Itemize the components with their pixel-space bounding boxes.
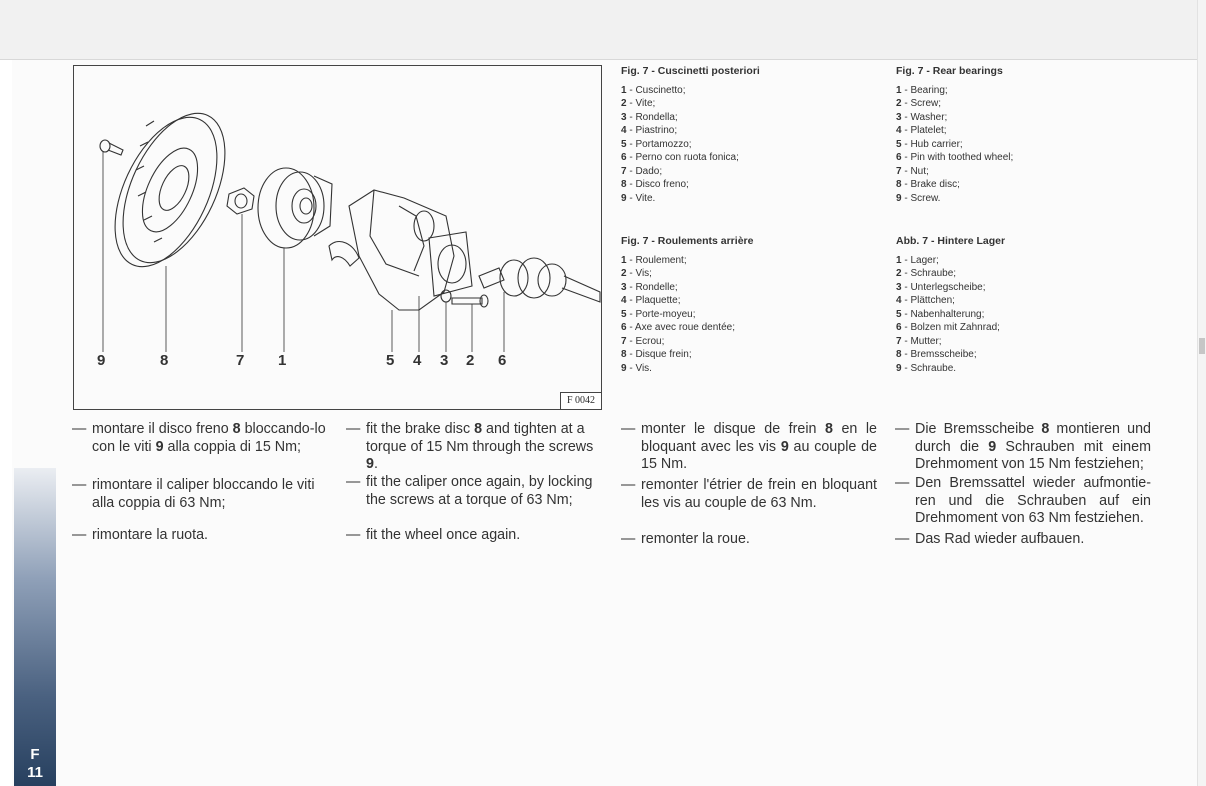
- legend-title: Fig. 7 - Rear bearings: [896, 65, 1003, 77]
- callout-label: 5: [386, 352, 395, 369]
- instruction-paragraph: — rimontare la ruota.: [72, 527, 209, 543]
- legend-item: 4 - Platelet;: [896, 125, 947, 136]
- callout-label: 6: [498, 352, 507, 369]
- text-column-french: [621, 421, 877, 549]
- legend-item: 5 - Portamozzo;: [621, 138, 692, 150]
- instruction-paragraph: — Den Bremssattel wieder aufmontie-ren und die Schrauben auf ein Drehmoment von 63 Nm festziehen.: [895, 475, 1151, 526]
- text-column-german: [895, 421, 1151, 549]
- legend-item: 3 - Unterlegscheibe;: [896, 281, 986, 293]
- instruction-paragraph: — remonter l'étrier de frein en bloquant les vis au couple de 63 Nm.: [621, 477, 877, 511]
- legend-item: 4 - Piastrino;: [621, 125, 678, 136]
- legend-item: 2 - Screw;: [896, 98, 942, 109]
- legend-title: Fig. 7 - Cuscinetti posteriori: [621, 65, 760, 77]
- instruction-paragraph: — fit the wheel once again.: [346, 527, 521, 543]
- legend-item: 4 - Plättchen;: [896, 295, 955, 306]
- legend-item: 1 - Bearing;: [896, 84, 948, 96]
- hub-carrier-part: [329, 190, 454, 310]
- legend-title: Fig. 7 - Roulements arrière: [621, 235, 754, 247]
- brake-assembly-drawing: [74, 66, 601, 409]
- callout-label: 7: [236, 352, 245, 369]
- legend-item: 4 - Plaquette;: [621, 295, 681, 306]
- screw-part: [100, 140, 123, 155]
- pin-toothed-wheel-part: [479, 258, 600, 302]
- legend-item: 2 - Vis;: [621, 268, 652, 279]
- platelet-part: [429, 232, 472, 296]
- callout-label: 1: [278, 352, 287, 369]
- legend-english: [896, 65, 1136, 205]
- section-letter: F: [30, 746, 40, 763]
- legend-item: 6 - Axe avec roue dentée;: [621, 322, 735, 333]
- legend-item: 7 - Mutter;: [896, 335, 942, 347]
- legend-item: 1 - Lager;: [896, 254, 939, 266]
- legend-item: 2 - Schraube;: [896, 268, 957, 279]
- instruction-paragraph: — remonter la roue.: [621, 531, 750, 547]
- legend-item: 3 - Rondella;: [621, 111, 678, 123]
- figure-code: F 0042: [560, 392, 602, 410]
- legend-item: 6 - Perno con ruota fonica;: [621, 152, 739, 163]
- legend-item: 7 - Dado;: [621, 165, 663, 177]
- brake-disc-part: [94, 98, 246, 283]
- legend-italian: [621, 65, 861, 205]
- legend-item: 9 - Vite.: [621, 192, 656, 204]
- callout-label: 2: [466, 352, 475, 369]
- instruction-paragraph: — montare il disco freno 8 bloccando-lo con le viti 9 alla coppia di 15 Nm;: [72, 421, 326, 455]
- text-column-english: [346, 421, 608, 545]
- text-column-italian: [72, 421, 334, 545]
- legend-title: Abb. 7 - Hintere Lager: [896, 235, 1006, 247]
- vertical-scrollbar[interactable]: [1197, 0, 1206, 786]
- callout-label: 3: [440, 352, 449, 369]
- legend-item: 6 - Pin with toothed wheel;: [896, 152, 1014, 163]
- washer-part: [441, 290, 451, 302]
- callout-label: 9: [97, 352, 106, 369]
- bolt-part: [452, 295, 488, 307]
- legend-french: [621, 235, 861, 375]
- legend-item: 2 - Vite;: [621, 98, 656, 109]
- legend-item: 5 - Nabenhalterung;: [896, 308, 985, 320]
- nut-part: [227, 188, 254, 214]
- legend-item: 8 - Disco freno;: [621, 179, 689, 190]
- exploded-view-figure: [73, 65, 602, 410]
- bearing-part: [258, 168, 332, 248]
- legend-item: 8 - Bremsscheibe;: [896, 349, 977, 360]
- instruction-paragraph: — Die Bremsscheibe 8 montieren und durch die 9 Schrauben mit einem Drehmoment von 15 Nm festziehen;: [895, 421, 1151, 472]
- legend-item: 8 - Brake disc;: [896, 179, 960, 190]
- viewer-toolbar: [0, 0, 1206, 60]
- scrollbar-thumb[interactable]: [1199, 338, 1205, 354]
- section-tab: [14, 468, 56, 786]
- legend-item: 6 - Bolzen mit Zahnrad;: [896, 322, 1000, 333]
- legend-item: 7 - Nut;: [896, 165, 929, 177]
- legend-item: 1 - Cuscinetto;: [621, 84, 686, 96]
- instruction-paragraph: — monter le disque de frein 8 en le bloquant avec les vis 9 au couple de 15 Nm.: [621, 421, 877, 472]
- legend-german: [896, 235, 1136, 375]
- legend-item: 5 - Porte-moyeu;: [621, 308, 696, 320]
- instruction-paragraph: — Das Rad wieder aufbauen.: [895, 531, 1085, 547]
- callout-label: 4: [413, 352, 422, 369]
- legend-item: 7 - Ecrou;: [621, 335, 665, 347]
- legend-item: 5 - Hub carrier;: [896, 138, 963, 150]
- legend-item: 3 - Rondelle;: [621, 281, 678, 293]
- instruction-paragraph: — rimontare il caliper bloccando le viti alla coppia di 63 Nm;: [72, 477, 315, 511]
- legend-item: 3 - Washer;: [896, 111, 948, 123]
- callout-label: 8: [160, 352, 169, 369]
- legend-item: 1 - Roulement;: [621, 254, 687, 266]
- page-number: 11: [27, 764, 43, 781]
- instruction-paragraph: — fit the caliper once again, by locking the screws at a torque of 63 Nm;: [346, 474, 593, 508]
- legend-item: 8 - Disque frein;: [621, 349, 692, 360]
- legend-item: 9 - Screw.: [896, 192, 941, 204]
- legend-item: 9 - Schraube.: [896, 362, 957, 374]
- instruction-paragraph: — fit the brake disc 8 and tighten at a torque of 15 Nm through the screws 9.: [346, 421, 594, 472]
- legend-item: 9 - Vis.: [621, 362, 652, 374]
